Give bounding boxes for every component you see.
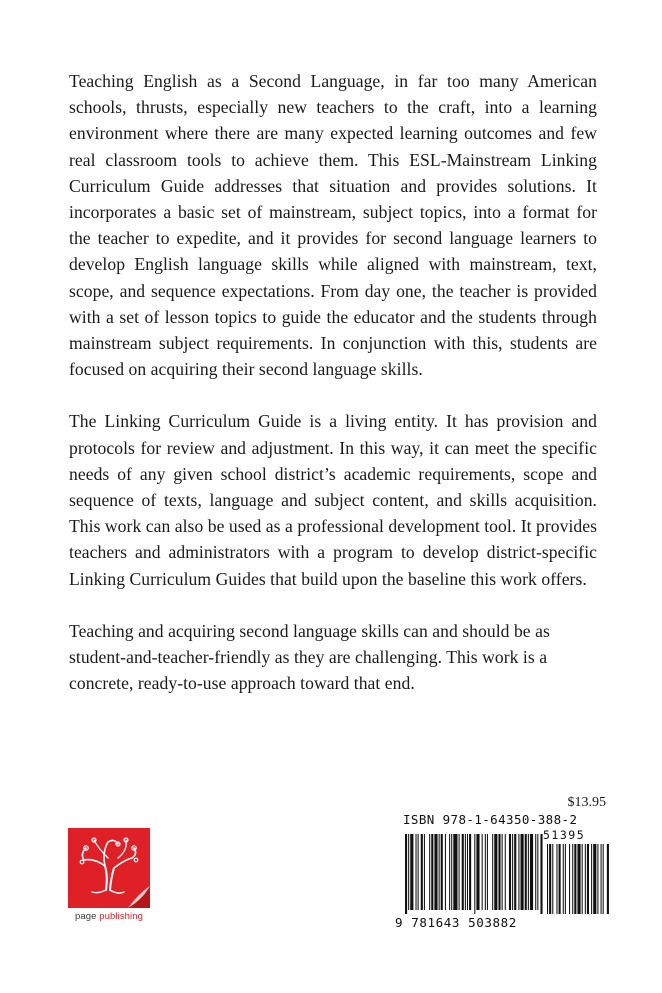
barcode-addon-bar (585, 844, 586, 914)
tree-logo-icon (68, 828, 150, 908)
barcode-bar (469, 834, 471, 910)
barcode-addon-bar (574, 844, 576, 914)
barcode-bar (467, 834, 468, 910)
barcode-bar (453, 834, 457, 910)
barcode-bar (525, 834, 527, 910)
barcode-bar (540, 834, 542, 914)
barcode-bar (514, 834, 516, 910)
price-label: $13.95 (567, 795, 606, 810)
barcode-addon-bar (597, 844, 598, 914)
barcode-bar (416, 834, 417, 910)
barcode-bars (395, 812, 615, 916)
barcode-addon-bar (582, 844, 583, 914)
barcode-bar (431, 834, 433, 910)
barcode-bar (439, 834, 440, 910)
publisher-name (68, 911, 150, 922)
barcode-bar (459, 834, 460, 910)
barcode-addon-bar (547, 844, 548, 914)
barcode-addon-bar (607, 844, 609, 914)
barcode-bar (449, 834, 450, 910)
barcode-bar (476, 834, 479, 910)
barcode-bar (485, 834, 486, 910)
barcode-bar (535, 834, 536, 910)
barcode-bar (424, 834, 425, 910)
publisher-name-part-1: page (74, 911, 97, 922)
barcode-bar (405, 834, 407, 914)
barcode-bar (498, 834, 500, 910)
publisher-logo (68, 828, 150, 928)
publisher-name-part-2: publishing (99, 911, 144, 922)
barcode-addon-bar (565, 844, 566, 914)
barcode-bar (465, 834, 466, 910)
barcode-bar (521, 834, 524, 910)
barcode-bar (421, 834, 423, 910)
barcode-bar (502, 834, 503, 910)
barcode-addon-bar (552, 844, 553, 914)
isbn-barcode (395, 812, 615, 932)
barcode-bar (408, 834, 409, 910)
barcode-bar (418, 834, 419, 910)
barcode-addon-bar (563, 844, 564, 914)
barcode-addon-bar (556, 844, 557, 914)
barcode-bar (482, 834, 483, 910)
barcode-bar (410, 834, 413, 910)
barcode-addon-bar (587, 844, 589, 914)
cover-blurb (69, 68, 597, 722)
barcode-bar (434, 834, 437, 910)
blurb-paragraph-3: Teaching and acquiring second language skills can and should be as student-and-teacher-friendly as they are challenging. This work is a concrete, ready-to-use approach toward that end. (69, 620, 550, 694)
isbn-label: ISBN 978-1-64350-388-2 (403, 812, 578, 827)
barcode-bar (429, 834, 430, 910)
barcode-bar (494, 834, 497, 910)
barcode-addon-bar (593, 844, 596, 914)
barcode-bar (505, 834, 506, 910)
barcode-bar (512, 834, 513, 910)
barcode-bar (445, 834, 446, 910)
barcode-addon-bar (591, 844, 592, 914)
barcode-bar (492, 834, 493, 910)
barcode-addon-number: 51395 (543, 828, 586, 842)
barcode-bar (451, 834, 452, 910)
barcode-bar (509, 834, 511, 910)
blurb-paragraph-2: The Linking Curriculum Guide is a living entity. It has provision and protocols for review and adjustment. In this way, it can meet the specific needs of any given school district’s academic requirements, scope and sequence of texts, language and subject content, and skills acquisition. This work can also be used as a professional development tool. It provides teachers and administrators with a program to develop district-specific Linking Curriculum Guides that build upon the baseline this work offers. (69, 411, 597, 589)
barcode-addon-bar (559, 844, 561, 914)
barcode-bar (530, 834, 533, 910)
barcode-addon-bar (572, 844, 573, 914)
barcode-addon-bar (549, 844, 551, 914)
barcode-addon-bar (603, 844, 604, 914)
barcode-bar (518, 834, 519, 910)
barcode-bar (528, 834, 529, 910)
barcode-bar (537, 834, 538, 910)
barcode-bar (474, 834, 475, 914)
barcode-addon-bar (569, 844, 570, 914)
barcode-addon-bar (577, 844, 580, 914)
blurb-paragraph-1: Teaching English as a Second Language, in far too many American schools, thrusts, especially new teachers to the craft, into a learning environment where there are many expected learning outcomes and few real classroom tools to achieve them. This ESL-Mainstream Linking Curriculum Guide addresses that situation and provides solutions. It incorporates a basic set of mainstream, subject topics, into a format for the teacher to expedite, and it provides for second language learners to develop English language skills while aligned with mainstream, text, scope, and sequence expectations. From day one, the teacher is provided with a set of lesson topics to guide the educator and the students through mainstream subject requirements. In conjunction with this, students are focused on acquiring their second language skills. (69, 71, 597, 380)
barcode-bar (441, 834, 443, 910)
barcode-addon-bar (601, 844, 602, 914)
barcode-bar (487, 834, 488, 910)
ean-number: 9 781643 503882 (395, 915, 517, 930)
barcode-bar (462, 834, 464, 910)
